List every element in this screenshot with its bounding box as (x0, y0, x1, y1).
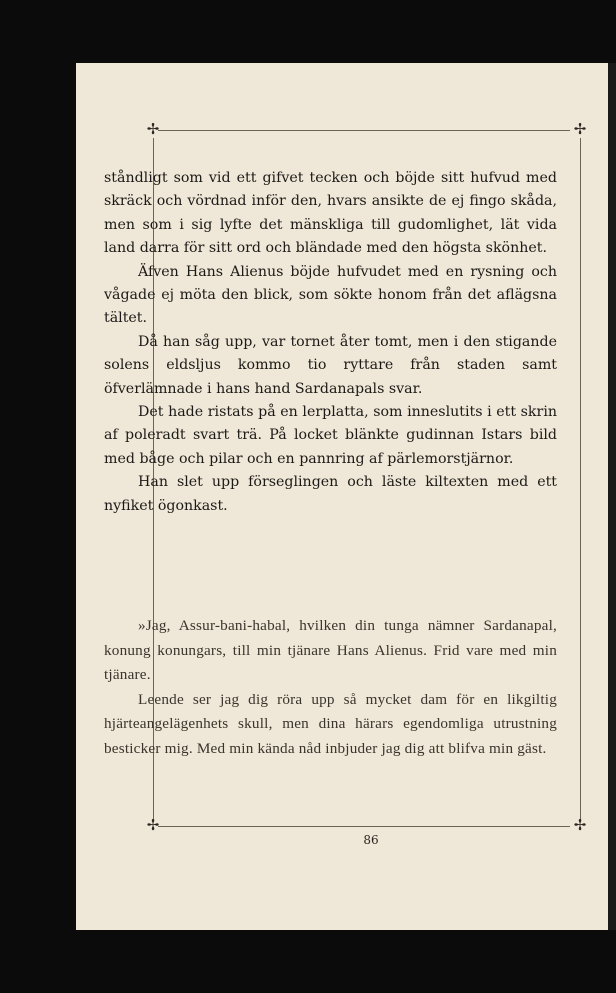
page-number: 86 (363, 833, 379, 847)
paragraph: ståndligt som vid ett gifvet tecken och böjde sitt hufvud med skräck och vördnad inför den, hvars ansikte de ej fingo skåda, men som i sig lyfte det mänskliga till gudomlighet, lät vida land darra för sitt ord och bländade med den högsta skönhet. (104, 170, 557, 257)
corner-ornament-bottom-left-icon: ✢ (146, 816, 160, 834)
paragraph: Det hade ristats på en lerplatta, som inneslutits i ett skrin af poleradt svart trä. På locket blänkte gudinnan Istars bild med båge och pilar och en pannring af pärlemorstjärnor. (104, 404, 557, 467)
frame-right-rule (580, 138, 581, 820)
corner-ornament-bottom-right-icon: ✢ (573, 816, 587, 834)
letter-paragraph: »Jag, Assur-bani-habal, hvilken din tunga nämner Sardanapal, konung konungars, till min tjänare Hans Alienus. Frid vare med min tjänare. (104, 617, 557, 683)
letter-text (104, 614, 557, 761)
paragraph: Äfven Hans Alienus böjde hufvudet med en rysning och vågade ej möta den blick, som sökte honom från det aflägsna tältet. (104, 263, 557, 327)
frame-bottom-rule (158, 826, 570, 827)
paragraph: Han slet upp förseglingen och läste kiltexten med ett nyfiket ögonkast. (104, 474, 557, 514)
frame-top-rule (158, 130, 570, 131)
paragraph: Då han såg upp, var tornet åter tomt, men i den stigande solens eldsljus kommo tio ryttare från staden samt öfverlämnade i hans hand Sardanapals svar. (104, 333, 557, 397)
page-edge-shadow (608, 63, 616, 930)
corner-ornament-top-left-icon: ✢ (146, 120, 160, 138)
letter-paragraph: Leende ser jag dig röra upp så mycket dam för en likgiltig hjärteangelägenhets skull, men dina härars egendomliga utrustning besticker mig. Med min kända nåd inbjuder jag dig att blifva min gäst. (104, 690, 557, 757)
main-text (104, 167, 557, 518)
corner-ornament-top-right-icon: ✢ (573, 120, 587, 138)
